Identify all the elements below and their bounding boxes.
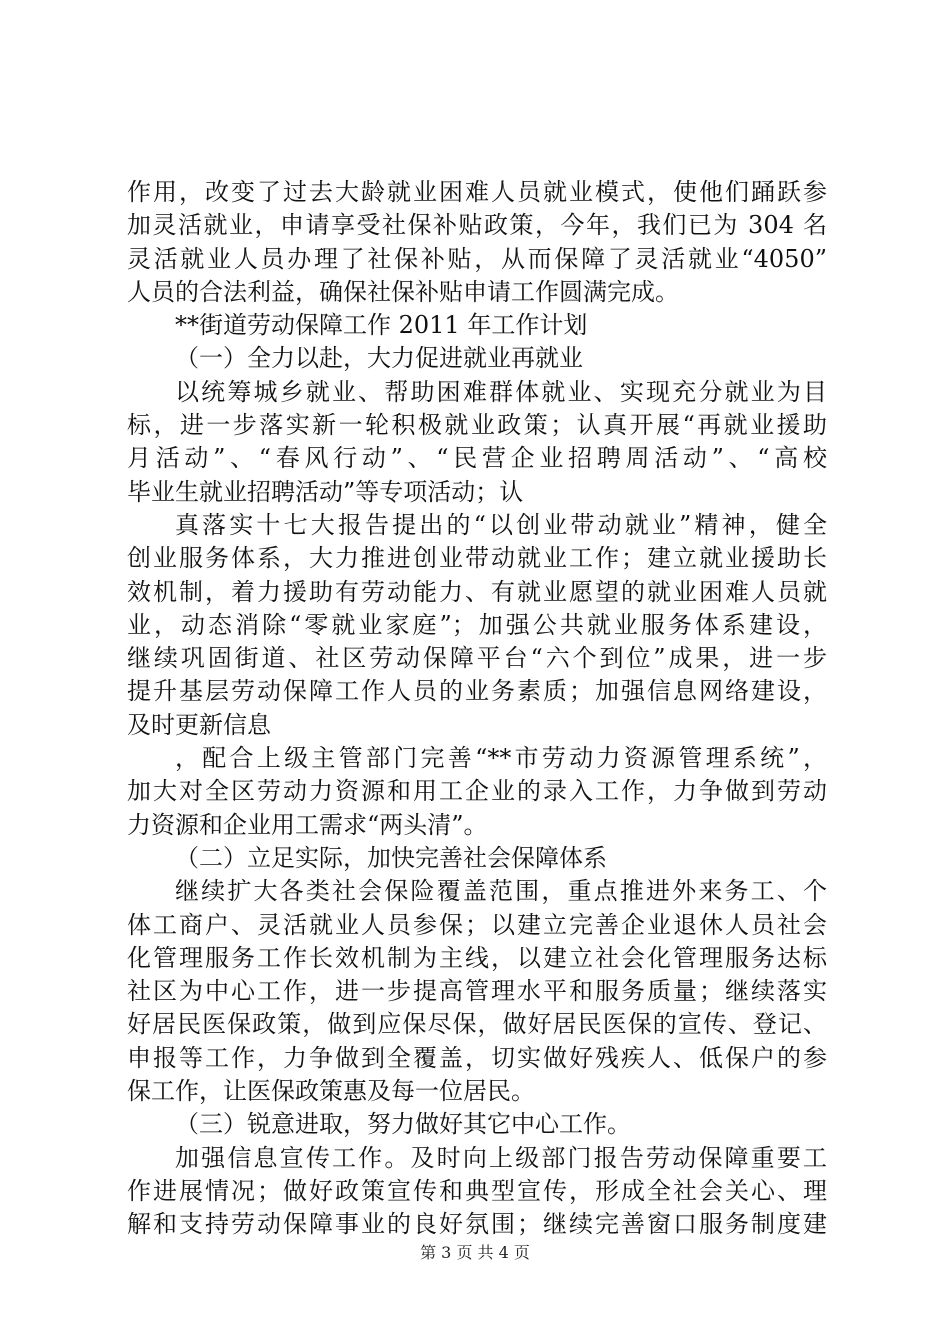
text-line: 以统筹城乡就业、帮助困难群体就业、实现充分就业为目 bbox=[175, 377, 827, 406]
text-line: （三）锐意进取，努力做好其它中心工作。 bbox=[175, 1110, 631, 1139]
text-line: 灵活就业人员办理了社保补贴，从而保障了灵活就业“4050” bbox=[127, 244, 827, 273]
text-line: 好居民医保政策，做到应保尽保，做好居民医保的宣传、登记、 bbox=[127, 1010, 827, 1039]
text-line: **街道劳动保障工作 2011 年工作计划 bbox=[175, 311, 588, 340]
text-line: 毕业生就业招聘活动”等专项活动；认 bbox=[127, 477, 524, 506]
text-line: 标，进一步落实新一轮积极就业政策；认真开展“再就业援助 bbox=[127, 411, 827, 440]
text-line: 体工商户、灵活就业人员参保；以建立完善企业退休人员社会 bbox=[127, 910, 827, 939]
text-line: 加强信息宣传工作。及时向上级部门报告劳动保障重要工 bbox=[175, 1143, 827, 1172]
text-line: 社区为中心工作，进一步提高管理水平和服务质量；继续落实 bbox=[127, 977, 827, 1006]
text-line: 业，动态消除“零就业家庭”；加强公共就业服务体系建设， bbox=[127, 610, 827, 639]
text-line: 化管理服务工作长效机制为主线，以建立社会化管理服务达标 bbox=[127, 943, 827, 972]
text-line: 人员的合法利益，确保社保补贴申请工作圆满完成。 bbox=[127, 277, 679, 306]
text-line: 作用，改变了过去大龄就业困难人员就业模式，使他们踊跃参 bbox=[127, 178, 827, 206]
text-line: 继续巩固街道、社区劳动保障平台“六个到位”成果，进一步 bbox=[127, 644, 827, 673]
text-line: （二）立足实际，加快完善社会保障体系 bbox=[175, 843, 607, 872]
text-line: 作进展情况；做好政策宣传和典型宣传，形成全社会关心、理 bbox=[127, 1176, 827, 1205]
text-line: 申报等工作，力争做到全覆盖，切实做好残疾人、低保户的参 bbox=[127, 1043, 827, 1072]
text-line: 及时更新信息 bbox=[127, 710, 271, 739]
text-line: 继续扩大各类社会保险覆盖范围，重点推进外来务工、个 bbox=[175, 877, 827, 906]
text-line: 真落实十七大报告提出的“以创业带动就业”精神，健全 bbox=[175, 510, 827, 539]
text-line: 月活动”、“春风行动”、“民营企业招聘周活动”、“高校 bbox=[127, 444, 827, 473]
text-line: （一）全力以赴，大力促进就业再就业 bbox=[175, 344, 583, 373]
page-footer: 第 3 页 共 4 页 bbox=[420, 1243, 530, 1262]
text-line: ，配合上级主管部门完善“**市劳动力资源管理系统”， bbox=[175, 744, 827, 773]
text-line: 保工作，让医保政策惠及每一位居民。 bbox=[127, 1077, 535, 1106]
text-line: 提升基层劳动保障工作人员的业务素质；加强信息网络建设， bbox=[127, 677, 827, 706]
text-line: 加灵活就业，申请享受社保补贴政策，今年，我们已为 304 名 bbox=[127, 211, 827, 240]
text-line: 力资源和企业用工需求“两头清”。 bbox=[127, 810, 488, 839]
document-body bbox=[127, 176, 827, 1242]
text-line: 创业服务体系，大力推进创业带动就业工作；建立就业援助长 bbox=[127, 544, 827, 573]
text-line: 解和支持劳动保障事业的良好氛围；继续完善窗口服务制度建 bbox=[127, 1210, 827, 1239]
text-line: 效机制，着力援助有劳动能力、有就业愿望的就业困难人员就 bbox=[127, 577, 827, 606]
text-line: 加大对全区劳动力资源和用工企业的录入工作，力争做到劳动 bbox=[127, 777, 827, 806]
